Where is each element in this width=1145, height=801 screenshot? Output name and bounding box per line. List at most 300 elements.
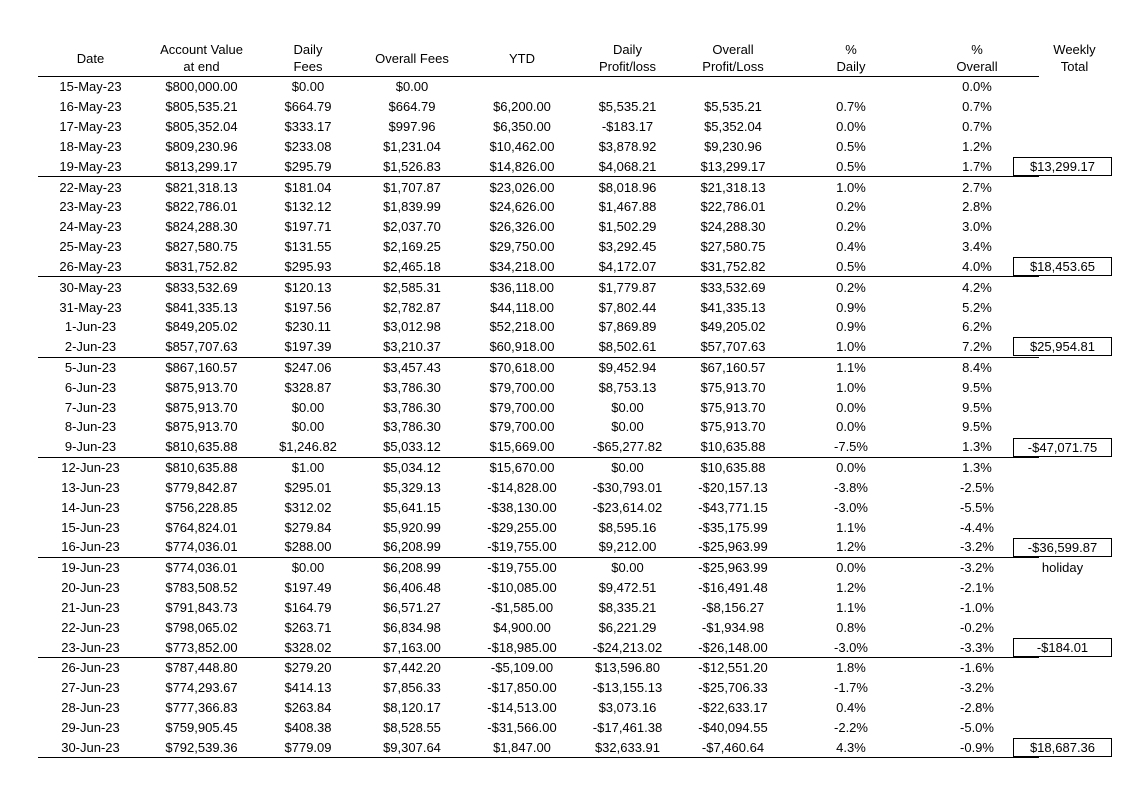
weekly-total-cell[interactable] xyxy=(1027,537,1110,557)
pct-overall-cell[interactable]: -3.2% xyxy=(960,680,994,696)
pct-overall-cell[interactable]: -2.5% xyxy=(960,479,994,495)
weekly-total-cell[interactable] xyxy=(1039,497,1110,517)
weekly-total-cell[interactable] xyxy=(1039,237,1110,257)
weekly-total-cell[interactable] xyxy=(1039,517,1110,537)
overall-pl-cell[interactable]: $57,707.63 xyxy=(679,337,787,357)
account-value-cell[interactable]: $764,824.01 xyxy=(165,519,238,535)
pct-overall-cell[interactable]: -0.2% xyxy=(960,619,994,635)
overall-fees-cell[interactable]: $6,208.99 xyxy=(356,537,468,557)
daily-fees-cell[interactable]: $131.55 xyxy=(284,239,332,255)
overall-pl-cell[interactable]: -$26,148.00 xyxy=(679,637,787,657)
overall-pl-cell[interactable]: -$1,934.98 xyxy=(701,619,765,635)
overall-pl-cell[interactable]: -$35,175.99 xyxy=(698,519,768,535)
daily-pl-cell[interactable]: $0.00 xyxy=(611,460,644,476)
ytd-cell[interactable]: -$18,985.00 xyxy=(468,637,576,657)
overall-fees-cell[interactable]: $2,037.70 xyxy=(383,219,441,235)
weekly-total-cell[interactable] xyxy=(1039,557,1110,577)
daily-fees-cell[interactable]: $181.04 xyxy=(284,179,332,195)
date-cell[interactable]: 2-Jun-23 xyxy=(38,337,143,357)
weekly-total-cell[interactable] xyxy=(1039,217,1110,237)
account-value-cell[interactable]: $857,707.63 xyxy=(143,337,260,357)
daily-fees-cell[interactable]: $263.71 xyxy=(284,619,332,635)
daily-pl-cell[interactable]: $1,467.88 xyxy=(598,199,657,215)
weekly-total-cell[interactable] xyxy=(1029,156,1110,176)
overall-fees-cell[interactable]: $997.96 xyxy=(388,119,436,135)
date-cell[interactable]: 31-May-23 xyxy=(59,299,122,315)
pct-daily-cell[interactable]: 0.9% xyxy=(836,299,866,315)
overall-fees-cell[interactable]: $5,034.12 xyxy=(383,460,441,476)
overall-pl-cell[interactable]: $10,635.88 xyxy=(700,460,766,476)
account-value-cell[interactable]: $800,000.00 xyxy=(165,79,238,95)
daily-pl-cell[interactable]: $8,502.61 xyxy=(576,337,679,357)
pct-daily-cell[interactable]: 0.7% xyxy=(836,99,866,115)
ytd-cell[interactable] xyxy=(468,77,576,97)
daily-pl-cell[interactable]: $8,595.16 xyxy=(598,519,657,535)
pct-daily-cell[interactable]: 1.0% xyxy=(836,179,866,195)
date-cell[interactable]: 19-May-23 xyxy=(38,156,143,176)
daily-fees-cell[interactable]: $120.13 xyxy=(284,279,332,295)
overall-pl-cell[interactable]: -$25,706.33 xyxy=(698,680,768,696)
overall-pl-cell[interactable]: $27,580.75 xyxy=(700,239,766,255)
overall-fees-cell[interactable]: $6,406.48 xyxy=(383,580,441,596)
pct-daily-cell[interactable]: 1.1% xyxy=(836,599,866,615)
overall-fees-cell[interactable]: $6,834.98 xyxy=(383,619,441,635)
date-cell[interactable]: 9-Jun-23 xyxy=(38,437,143,457)
pct-daily-cell[interactable]: -1.7% xyxy=(834,680,868,696)
overall-fees-cell[interactable]: $7,856.33 xyxy=(383,680,441,696)
pct-daily-cell[interactable]: 1.2% xyxy=(787,537,915,557)
overall-fees-cell[interactable]: $9,307.64 xyxy=(356,737,468,757)
ytd-cell[interactable]: $10,462.00 xyxy=(489,138,555,154)
ytd-cell[interactable]: $34,218.00 xyxy=(468,256,576,276)
account-value-cell[interactable]: $810,635.88 xyxy=(143,437,260,457)
date-cell[interactable]: 22-Jun-23 xyxy=(61,619,120,635)
account-value-cell[interactable]: $813,299.17 xyxy=(143,156,260,176)
ytd-cell[interactable]: $70,618.00 xyxy=(489,360,555,375)
ytd-cell[interactable]: $36,118.00 xyxy=(489,279,555,295)
daily-fees-cell[interactable]: $0.00 xyxy=(291,79,325,95)
date-cell[interactable]: 26-May-23 xyxy=(38,256,143,276)
overall-fees-cell[interactable]: $3,210.37 xyxy=(356,337,468,357)
account-value-cell[interactable]: $810,635.88 xyxy=(165,460,238,476)
ytd-cell[interactable]: $14,826.00 xyxy=(468,156,576,176)
weekly-total-cell[interactable] xyxy=(1029,256,1110,276)
daily-pl-cell[interactable]: $4,172.07 xyxy=(576,256,679,276)
pct-daily-cell[interactable]: 0.0% xyxy=(836,399,866,415)
overall-fees-cell[interactable]: $8,120.17 xyxy=(383,700,441,716)
ytd-cell[interactable]: $6,350.00 xyxy=(493,119,551,135)
daily-fees-cell[interactable]: $295.79 xyxy=(260,156,356,176)
pct-daily-cell[interactable]: -7.5% xyxy=(787,437,915,457)
pct-daily-cell[interactable]: 4.3% xyxy=(787,737,915,757)
account-value-cell[interactable]: $841,335.13 xyxy=(165,299,238,315)
daily-pl-cell[interactable] xyxy=(576,77,679,97)
pct-daily-cell[interactable]: -3.8% xyxy=(834,479,868,495)
date-cell[interactable]: 8-Jun-23 xyxy=(64,419,117,435)
overall-pl-cell[interactable]: $21,318.13 xyxy=(700,179,766,195)
account-value-cell[interactable]: $777,366.83 xyxy=(165,700,238,716)
weekly-total-cell[interactable] xyxy=(1039,77,1110,97)
ytd-cell[interactable]: $1,847.00 xyxy=(468,737,576,757)
daily-pl-cell[interactable]: $13,596.80 xyxy=(594,660,661,676)
account-value-cell[interactable]: $774,036.01 xyxy=(165,560,238,576)
daily-pl-cell[interactable]: -$23,614.02 xyxy=(592,499,663,515)
overall-fees-cell[interactable]: $3,786.30 xyxy=(383,399,441,415)
weekly-total-cell[interactable] xyxy=(1039,297,1110,317)
account-value-cell[interactable]: $875,913.70 xyxy=(165,379,238,395)
ytd-cell[interactable]: -$17,850.00 xyxy=(487,680,557,696)
ytd-cell[interactable]: -$14,828.00 xyxy=(487,479,557,495)
account-value-cell[interactable]: $792,539.36 xyxy=(143,737,260,757)
pct-daily-cell[interactable]: 0.2% xyxy=(836,219,866,235)
weekly-total-cell[interactable] xyxy=(1039,678,1110,698)
ytd-cell[interactable]: $4,900.00 xyxy=(493,619,551,635)
account-value-cell[interactable]: $805,352.04 xyxy=(165,119,238,135)
overall-fees-cell[interactable]: $1,526.83 xyxy=(356,156,468,176)
overall-pl-cell[interactable]: $24,288.30 xyxy=(700,219,766,235)
weekly-total-cell[interactable] xyxy=(1039,397,1110,417)
overall-pl-cell[interactable]: $41,335.13 xyxy=(700,299,766,315)
overall-pl-cell[interactable]: $9,230.96 xyxy=(704,138,762,154)
account-value-cell[interactable]: $759,905.45 xyxy=(165,719,238,735)
daily-pl-cell[interactable]: -$183.17 xyxy=(601,119,654,135)
date-cell[interactable]: 14-Jun-23 xyxy=(61,499,120,515)
weekly-total-cell[interactable] xyxy=(1039,317,1110,337)
date-cell[interactable]: 30-Jun-23 xyxy=(38,737,143,757)
pct-overall-cell[interactable]: 7.2% xyxy=(915,337,1039,357)
ytd-cell[interactable]: $23,026.00 xyxy=(489,179,555,195)
account-value-cell[interactable]: $824,288.30 xyxy=(165,219,238,235)
pct-overall-cell[interactable]: -5.5% xyxy=(960,499,994,515)
pct-overall-cell[interactable]: 1.3% xyxy=(962,460,992,476)
daily-pl-cell[interactable]: $1,502.29 xyxy=(598,219,657,235)
date-cell[interactable]: 19-Jun-23 xyxy=(61,560,120,576)
pct-overall-cell[interactable]: -0.9% xyxy=(915,737,1039,757)
date-cell[interactable]: 26-Jun-23 xyxy=(61,660,120,676)
ytd-cell[interactable]: $79,700.00 xyxy=(489,419,555,435)
date-cell[interactable]: 16-May-23 xyxy=(59,99,122,115)
weekly-total-cell[interactable] xyxy=(1027,437,1110,457)
daily-pl-cell[interactable]: $7,869.89 xyxy=(598,319,657,335)
daily-fees-cell[interactable]: $288.00 xyxy=(260,537,356,557)
pct-daily-cell[interactable]: -3.0% xyxy=(834,499,868,515)
daily-pl-cell[interactable]: $8,753.13 xyxy=(598,379,657,395)
pct-overall-cell[interactable]: 9.5% xyxy=(962,419,992,435)
date-cell[interactable]: 29-Jun-23 xyxy=(61,719,120,735)
overall-fees-cell[interactable]: $5,329.13 xyxy=(383,479,441,495)
date-cell[interactable]: 18-May-23 xyxy=(59,138,122,154)
overall-fees-cell[interactable]: $2,782.87 xyxy=(383,299,441,315)
pct-daily-cell[interactable]: 0.8% xyxy=(836,619,866,635)
overall-pl-cell[interactable]: $49,205.02 xyxy=(700,319,766,335)
pct-daily-cell[interactable]: 0.5% xyxy=(836,138,866,154)
overall-pl-cell[interactable]: $75,913.70 xyxy=(700,419,766,435)
pct-overall-cell[interactable]: 8.4% xyxy=(962,360,992,375)
account-value-cell[interactable]: $783,508.52 xyxy=(165,580,238,596)
overall-fees-cell[interactable]: $1,707.87 xyxy=(383,179,441,195)
overall-fees-cell[interactable]: $5,641.15 xyxy=(383,499,441,515)
overall-pl-cell[interactable]: -$12,551.20 xyxy=(698,660,768,676)
daily-pl-cell[interactable]: $9,452.94 xyxy=(598,360,657,375)
date-cell[interactable]: 15-Jun-23 xyxy=(61,519,120,535)
weekly-total-cell[interactable] xyxy=(1039,177,1110,197)
ytd-cell[interactable]: -$10,085.00 xyxy=(487,580,557,596)
daily-pl-cell[interactable]: $9,472.51 xyxy=(598,580,657,596)
pct-daily-cell[interactable]: 0.0% xyxy=(836,560,866,576)
overall-pl-cell[interactable]: $75,913.70 xyxy=(700,399,766,415)
pct-overall-cell[interactable]: -3.2% xyxy=(960,560,994,576)
weekly-total-cell[interactable] xyxy=(1039,136,1110,156)
overall-fees-cell[interactable]: $1,839.99 xyxy=(383,199,441,215)
ytd-cell[interactable]: $6,200.00 xyxy=(493,99,551,115)
overall-fees-cell[interactable]: $6,208.99 xyxy=(383,560,441,576)
pct-overall-cell[interactable]: -1.6% xyxy=(960,660,994,676)
daily-fees-cell[interactable]: $414.13 xyxy=(284,680,332,696)
date-cell[interactable]: 7-Jun-23 xyxy=(64,399,117,415)
daily-fees-cell[interactable]: $197.56 xyxy=(284,299,332,315)
daily-fees-cell[interactable]: $230.11 xyxy=(284,319,332,335)
pct-daily-cell[interactable]: 0.4% xyxy=(836,700,866,716)
account-value-cell[interactable]: $875,913.70 xyxy=(165,419,238,435)
daily-fees-cell[interactable]: $328.02 xyxy=(260,637,356,657)
daily-pl-cell[interactable]: $3,073.16 xyxy=(598,700,657,716)
daily-fees-cell[interactable]: $0.00 xyxy=(291,419,325,435)
account-value-cell[interactable]: $831,752.82 xyxy=(143,256,260,276)
daily-fees-cell[interactable]: $295.01 xyxy=(284,479,332,495)
daily-pl-cell[interactable]: $9,212.00 xyxy=(576,537,679,557)
daily-fees-cell[interactable]: $779.09 xyxy=(260,737,356,757)
weekly-total-cell[interactable] xyxy=(1039,377,1110,397)
pct-daily-cell[interactable]: 0.2% xyxy=(836,279,866,295)
ytd-cell[interactable]: $15,670.00 xyxy=(489,460,555,476)
account-value-cell[interactable]: $787,448.80 xyxy=(165,660,238,676)
pct-overall-cell[interactable]: 1.2% xyxy=(962,138,992,154)
account-value-cell[interactable]: $867,160.57 xyxy=(165,360,238,375)
date-cell[interactable]: 17-May-23 xyxy=(59,119,122,135)
date-cell[interactable]: 16-Jun-23 xyxy=(38,537,143,557)
account-value-cell[interactable]: $809,230.96 xyxy=(165,138,238,154)
pct-overall-cell[interactable]: -5.0% xyxy=(960,719,994,735)
pct-daily-cell[interactable]: 1.0% xyxy=(787,337,915,357)
account-value-cell[interactable]: $849,205.02 xyxy=(165,319,238,335)
overall-pl-cell[interactable]: $13,299.17 xyxy=(679,156,787,176)
pct-overall-cell[interactable]: 0.0% xyxy=(962,79,992,95)
ytd-cell[interactable]: $29,750.00 xyxy=(489,239,555,255)
date-cell[interactable]: 23-May-23 xyxy=(59,199,122,215)
account-value-cell[interactable]: $827,580.75 xyxy=(165,239,238,255)
daily-pl-cell[interactable]: -$17,461.38 xyxy=(592,719,663,735)
pct-overall-cell[interactable]: 4.2% xyxy=(962,279,992,295)
overall-fees-cell[interactable]: $2,585.31 xyxy=(383,279,441,295)
overall-pl-cell[interactable]: $75,913.70 xyxy=(700,379,766,395)
pct-overall-cell[interactable]: 9.5% xyxy=(962,379,992,395)
weekly-total-cell[interactable] xyxy=(1029,737,1110,757)
daily-pl-cell[interactable]: $0.00 xyxy=(611,560,644,576)
daily-fees-cell[interactable]: $0.00 xyxy=(291,399,325,415)
overall-pl-cell[interactable]: -$25,963.99 xyxy=(698,560,768,576)
pct-daily-cell[interactable]: 1.8% xyxy=(836,660,866,676)
overall-fees-cell[interactable]: $3,012.98 xyxy=(383,319,441,335)
ytd-cell[interactable]: -$14,513.00 xyxy=(487,700,557,716)
pct-overall-cell[interactable]: 2.8% xyxy=(962,199,992,215)
overall-pl-cell[interactable]: -$16,491.48 xyxy=(698,580,768,596)
overall-pl-cell[interactable]: -$22,633.17 xyxy=(698,700,768,716)
overall-pl-cell[interactable]: $10,635.88 xyxy=(679,437,787,457)
overall-pl-cell[interactable]: -$43,771.15 xyxy=(698,499,768,515)
daily-fees-cell[interactable]: $295.93 xyxy=(260,256,356,276)
weekly-total-cell[interactable] xyxy=(1039,277,1110,297)
ytd-cell[interactable]: $15,669.00 xyxy=(468,437,576,457)
overall-pl-cell[interactable]: -$25,963.99 xyxy=(679,537,787,557)
account-value-cell[interactable]: $805,535.21 xyxy=(165,99,238,115)
pct-overall-cell[interactable]: 4.0% xyxy=(915,256,1039,276)
daily-fees-cell[interactable]: $164.79 xyxy=(284,599,332,615)
pct-daily-cell[interactable]: -3.0% xyxy=(787,637,915,657)
ytd-cell[interactable]: -$19,755.00 xyxy=(487,560,557,576)
overall-pl-cell[interactable]: -$20,157.13 xyxy=(698,479,768,495)
account-value-cell[interactable]: $833,532.69 xyxy=(165,279,238,295)
pct-overall-cell[interactable]: 9.5% xyxy=(962,399,992,415)
daily-fees-cell[interactable]: $197.49 xyxy=(284,580,332,596)
pct-daily-cell[interactable]: 0.2% xyxy=(836,199,866,215)
daily-pl-cell[interactable]: $6,221.29 xyxy=(598,619,657,635)
weekly-total-cell[interactable] xyxy=(1039,658,1110,678)
daily-fees-cell[interactable]: $0.00 xyxy=(291,560,325,576)
weekly-total-cell[interactable] xyxy=(1039,197,1110,217)
overall-fees-cell[interactable]: $2,169.25 xyxy=(383,239,441,255)
ytd-cell[interactable]: -$38,130.00 xyxy=(487,499,557,515)
daily-pl-cell[interactable]: $7,802.44 xyxy=(598,299,657,315)
ytd-cell[interactable]: $26,326.00 xyxy=(489,219,555,235)
overall-pl-cell[interactable]: $67,160.57 xyxy=(700,360,766,375)
weekly-total-cell[interactable] xyxy=(1029,337,1110,357)
account-value-cell[interactable]: $875,913.70 xyxy=(165,399,238,415)
weekly-total-cell[interactable] xyxy=(1039,598,1110,618)
daily-fees-cell[interactable]: $132.12 xyxy=(284,199,332,215)
ytd-cell[interactable]: $52,218.00 xyxy=(489,319,555,335)
ytd-cell[interactable]: $79,700.00 xyxy=(489,379,555,395)
pct-overall-cell[interactable]: -3.2% xyxy=(915,537,1039,557)
date-cell[interactable]: 15-May-23 xyxy=(59,79,122,95)
pct-overall-cell[interactable]: -3.3% xyxy=(915,637,1039,657)
pct-overall-cell[interactable]: -1.0% xyxy=(960,599,994,615)
daily-fees-cell[interactable]: $664.79 xyxy=(284,99,332,115)
overall-pl-cell[interactable]: $5,535.21 xyxy=(704,99,762,115)
account-value-cell[interactable]: $791,843.73 xyxy=(165,599,238,615)
overall-fees-cell[interactable]: $5,920.99 xyxy=(383,519,441,535)
overall-fees-cell[interactable]: $0.00 xyxy=(395,79,429,95)
weekly-total-cell[interactable] xyxy=(1039,617,1110,637)
pct-overall-cell[interactable]: -4.4% xyxy=(960,519,994,535)
weekly-total-cell[interactable] xyxy=(1039,417,1110,437)
daily-fees-cell[interactable]: $279.84 xyxy=(284,519,332,535)
overall-fees-cell[interactable]: $2,465.18 xyxy=(356,256,468,276)
daily-fees-cell[interactable]: $1,246.82 xyxy=(260,437,356,457)
daily-fees-cell[interactable]: $197.39 xyxy=(260,337,356,357)
daily-pl-cell[interactable]: $3,878.92 xyxy=(598,138,657,154)
daily-pl-cell[interactable]: $3,292.45 xyxy=(598,239,657,255)
pct-overall-cell[interactable]: 3.4% xyxy=(962,239,992,255)
weekly-total-cell[interactable] xyxy=(1039,478,1110,498)
daily-fees-cell[interactable]: $279.20 xyxy=(284,660,332,676)
pct-daily-cell[interactable]: 0.5% xyxy=(787,156,915,176)
overall-pl-cell[interactable]: $22,786.01 xyxy=(700,199,766,215)
overall-fees-cell[interactable]: $5,033.12 xyxy=(356,437,468,457)
daily-pl-cell[interactable]: -$30,793.01 xyxy=(592,479,663,495)
overall-fees-cell[interactable]: $3,786.30 xyxy=(383,379,441,395)
pct-daily-cell[interactable]: 1.1% xyxy=(836,360,866,375)
account-value-cell[interactable]: $822,786.01 xyxy=(165,199,238,215)
pct-daily-cell[interactable]: 0.4% xyxy=(836,239,866,255)
date-cell[interactable]: 24-May-23 xyxy=(59,219,122,235)
overall-fees-cell[interactable]: $8,528.55 xyxy=(383,719,441,735)
daily-fees-cell[interactable]: $247.06 xyxy=(284,360,332,375)
date-cell[interactable]: 13-Jun-23 xyxy=(61,479,120,495)
ytd-cell[interactable]: $44,118.00 xyxy=(489,299,555,315)
overall-fees-cell[interactable]: $3,457.43 xyxy=(383,360,441,375)
pct-daily-cell[interactable]: -2.2% xyxy=(834,719,868,735)
pct-overall-cell[interactable]: 3.0% xyxy=(962,219,992,235)
daily-pl-cell[interactable]: $5,535.21 xyxy=(598,99,657,115)
daily-fees-cell[interactable]: $1.00 xyxy=(291,460,325,476)
date-cell[interactable]: 28-Jun-23 xyxy=(61,700,120,716)
overall-fees-cell[interactable]: $7,442.20 xyxy=(383,660,441,676)
weekly-total-cell[interactable] xyxy=(1039,457,1110,477)
pct-daily-cell[interactable]: 1.2% xyxy=(836,580,866,596)
date-cell[interactable]: 21-Jun-23 xyxy=(61,599,120,615)
overall-fees-cell[interactable]: $3,786.30 xyxy=(383,419,441,435)
pct-overall-cell[interactable]: 1.7% xyxy=(915,156,1039,176)
daily-pl-cell[interactable]: $0.00 xyxy=(611,419,644,435)
overall-pl-cell[interactable]: -$40,094.55 xyxy=(698,719,768,735)
date-cell[interactable]: 6-Jun-23 xyxy=(64,379,117,395)
overall-pl-cell[interactable]: $33,532.69 xyxy=(700,279,766,295)
account-value-cell[interactable]: $821,318.13 xyxy=(165,179,238,195)
daily-pl-cell[interactable]: -$13,155.13 xyxy=(592,680,663,696)
pct-overall-cell[interactable]: 0.7% xyxy=(962,99,992,115)
overall-fees-cell[interactable]: $7,163.00 xyxy=(356,637,468,657)
ytd-cell[interactable]: $24,626.00 xyxy=(489,199,555,215)
daily-fees-cell[interactable]: $263.84 xyxy=(284,700,332,716)
overall-pl-cell[interactable]: -$8,156.27 xyxy=(701,599,765,615)
ytd-cell[interactable]: -$31,566.00 xyxy=(487,719,557,735)
account-value-cell[interactable]: $774,293.67 xyxy=(165,680,238,696)
ytd-cell[interactable]: -$29,255.00 xyxy=(487,519,557,535)
daily-pl-cell[interactable]: -$65,277.82 xyxy=(576,437,679,457)
weekly-total-cell[interactable] xyxy=(1039,357,1110,377)
overall-fees-cell[interactable]: $1,231.04 xyxy=(383,138,441,154)
account-value-cell[interactable]: $798,065.02 xyxy=(165,619,238,635)
daily-pl-cell[interactable]: $32,633.91 xyxy=(576,737,679,757)
overall-pl-cell[interactable]: $5,352.04 xyxy=(704,119,762,135)
account-value-cell[interactable]: $779,842.87 xyxy=(165,479,238,495)
weekly-total-cell[interactable] xyxy=(1039,97,1110,117)
weekly-total-cell[interactable] xyxy=(1036,637,1110,657)
date-cell[interactable]: 25-May-23 xyxy=(59,239,122,255)
daily-pl-cell[interactable]: $8,335.21 xyxy=(598,599,657,615)
daily-pl-cell[interactable]: $0.00 xyxy=(611,399,644,415)
date-cell[interactable]: 27-Jun-23 xyxy=(61,680,120,696)
pct-daily-cell[interactable] xyxy=(787,77,915,97)
daily-fees-cell[interactable]: $328.87 xyxy=(284,379,332,395)
pct-daily-cell[interactable]: 0.5% xyxy=(787,256,915,276)
daily-pl-cell[interactable]: $8,018.96 xyxy=(598,179,657,195)
daily-fees-cell[interactable]: $408.38 xyxy=(284,719,332,735)
pct-overall-cell[interactable]: 6.2% xyxy=(962,319,992,335)
pct-daily-cell[interactable]: 1.1% xyxy=(836,519,866,535)
daily-pl-cell[interactable]: -$24,213.02 xyxy=(576,637,679,657)
weekly-total-cell[interactable] xyxy=(1039,698,1110,718)
